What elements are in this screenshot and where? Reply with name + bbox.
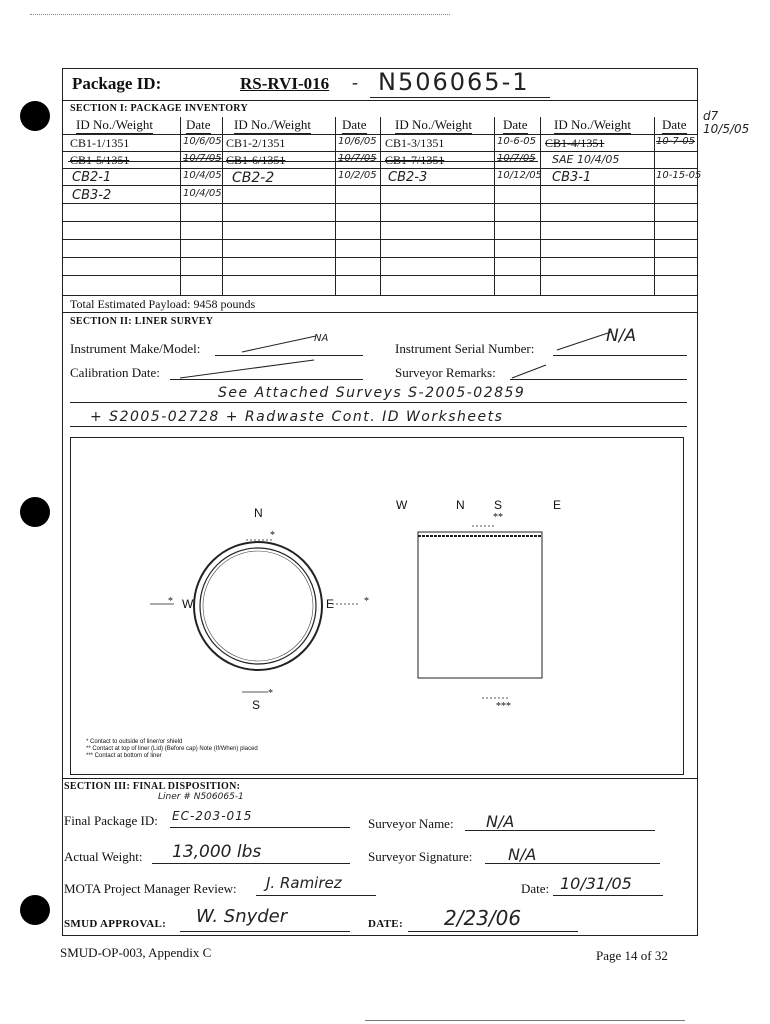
surveyor-signature-value: N/A [508,845,537,864]
table-col-divider [540,117,541,295]
table-row-line [62,134,698,135]
section-divider [62,778,698,779]
serial-field-line [553,355,687,356]
smud-approval-line [180,931,350,932]
table-cell: 10/12/05 [497,170,542,181]
pm-date-line [553,895,663,896]
smud-signature: W. Snyder [196,906,288,927]
pm-signature: J. Ramirez [266,874,342,892]
binder-hole [20,497,50,527]
calibration-label: Calibration Date: [70,365,160,380]
top-view-mark-w: * [168,596,173,607]
pm-review-line [256,895,376,896]
col-header-id-1: ID No./Weight [76,117,153,132]
table-col-divider [222,117,223,295]
actual-weight-value: 13,000 lbs [172,842,262,862]
table-row-line [62,295,698,296]
remarks-line-2: + S2005-02728 + Radwaste Cont. ID Worksheets [90,409,504,425]
section-divider [62,312,698,313]
col-header-id-2: ID No./Weight [234,117,311,132]
table-cell: SAE 10/4/05 [552,153,620,166]
col-header-date-2: Date [342,117,367,132]
section1-title: SECTION I: PACKAGE INVENTORY [70,103,248,114]
final-package-id-line [170,827,350,828]
col-header-date-4: Date [662,117,687,132]
liner-note: Liner # N506065-1 [158,792,244,802]
side-view-mark-top: ** [493,512,503,523]
package-id-label: Package ID: [72,74,162,93]
binder-hole [20,101,50,131]
table-cell: CB2-2 [232,170,275,186]
surveyor-signature-label: Surveyor Signature: [368,849,473,864]
table-cell: 10/7/05 [183,153,222,164]
table-cell: 10/7/05 [338,153,377,164]
page-number: Page 14 of 32 [596,948,668,963]
margin-note: d7 10/5/05 [703,109,750,136]
legend-item: *** Contact at bottom of liner [86,753,162,759]
legend-item: * Contact to outside of liner/or shield [86,739,183,745]
col-header-date-1: Date [186,117,211,132]
remarks-line-2-rule [70,426,687,427]
actual-weight-line [152,863,350,864]
instrument-value: NA [314,333,329,344]
serial-value: N/A [606,326,637,346]
table-cell: CB2-1 [72,170,112,185]
table-cell: 10/7/05 [497,153,536,164]
actual-weight-label: Actual Weight: [64,849,143,864]
remarks-line-1-rule [70,402,687,403]
pm-date-value: 10/31/05 [560,874,632,893]
table-row-line [62,257,698,258]
table-cell: 10-7-05 [656,136,696,147]
table-row-line [62,221,698,222]
table-cell: CB1-2/1351 [226,136,286,150]
scan-artifact [30,14,450,15]
smud-date-value: 2/23/06 [444,906,522,930]
table-cell: CB3-2 [72,188,112,203]
side-view-mark-bottom: *** [496,701,511,712]
table-col-divider [654,117,655,295]
instrument-label: Instrument Make/Model: [70,341,201,356]
table-row-line [62,151,698,152]
final-package-id-label: Final Package ID: [64,813,158,828]
table-cell: CB1-3/1351 [385,136,445,150]
side-view-n: N [456,498,465,512]
smud-date-line [408,931,578,932]
top-view-s: S [252,698,261,712]
pm-review-label: MOTA Project Manager Review: [64,881,237,896]
table-cell: 10/4/05 [183,170,222,181]
col-header-id-4: ID No./Weight [554,117,631,132]
table-cell: CB1-4/1351 [545,136,605,150]
table-col-divider [180,117,181,295]
table-row-line [62,203,698,204]
col-header-date-3: Date [503,117,528,132]
remarks-line-1: See Attached Surveys S-2005-02859 [218,385,526,401]
package-id-underline [370,97,550,98]
scan-artifact [365,1020,685,1021]
table-cell: 10/4/05 [183,188,222,199]
smud-date-label: DATE: [368,918,403,930]
table-cell: CB1-1/1351 [70,136,130,150]
instrument-slash [240,332,320,356]
table-cell: CB2-3 [388,170,428,185]
top-view-e: E [326,597,335,611]
binder-hole [20,895,50,925]
table-col-divider [335,117,336,295]
serial-label: Instrument Serial Number: [395,341,535,356]
package-id-handwritten: N506065-1 [378,68,530,96]
row-strikeout-line [68,161,538,162]
header-divider [62,100,698,101]
table-cell: 10/6/05 [338,136,377,147]
table-cell: 10/2/05 [338,170,377,181]
side-view-e: E [553,498,562,512]
calibration-slash [178,356,318,382]
table-cell: CB3-1 [552,170,592,185]
top-view-n: N [254,506,263,520]
smud-approval-label: SMUD APPROVAL: [64,918,167,930]
side-view-liner-rect [412,520,550,706]
top-view-mark-n: * [270,530,275,541]
table-cell: CB1-7/1351 [385,153,445,167]
table-row-line [62,275,698,276]
table-col-divider [494,117,495,295]
table-cell: 10-6-05 [497,136,537,147]
final-package-id-value: EC-203-015 [172,809,253,823]
table-row-line [62,239,698,240]
top-view-mark-e: * [364,596,369,607]
table-cell: CB1-6/1351 [226,153,286,167]
table-row-line [62,185,698,186]
table-col-divider [380,117,381,295]
side-view-s: S [494,498,503,512]
surveyor-name-value: N/A [486,812,515,831]
side-view-w: W [396,498,408,512]
top-view-liner-circle [150,520,380,700]
legend-item: ** Contact at top of liner (Lid) (Before cap) Note (If/When) placed [86,746,258,752]
package-id-dash: - [352,72,358,92]
top-view-mark-s: * [268,688,273,699]
pm-date-label: Date: [521,881,550,896]
doc-reference: SMUD-OP-003, Appendix C [60,945,212,960]
table-row-line [62,168,698,169]
table-cell: CB1-5/1351 [70,153,130,167]
remarks-slash [510,362,550,380]
col-header-id-3: ID No./Weight [395,117,472,132]
section2-title: SECTION II: LINER SURVEY [70,316,214,327]
remarks-label: Surveyor Remarks: [395,365,496,380]
table-cell: 10/6/05 [183,136,222,147]
table-cell: 10-15-05 [656,170,702,181]
surveyor-name-label: Surveyor Name: [368,816,454,831]
total-payload: Total Estimated Payload: 9458 pounds [70,297,256,311]
section3-title: SECTION III: FINAL DISPOSITION: [64,781,241,792]
package-id-printed: RS-RVI-016 [240,74,330,93]
top-view-w: W [182,597,194,611]
